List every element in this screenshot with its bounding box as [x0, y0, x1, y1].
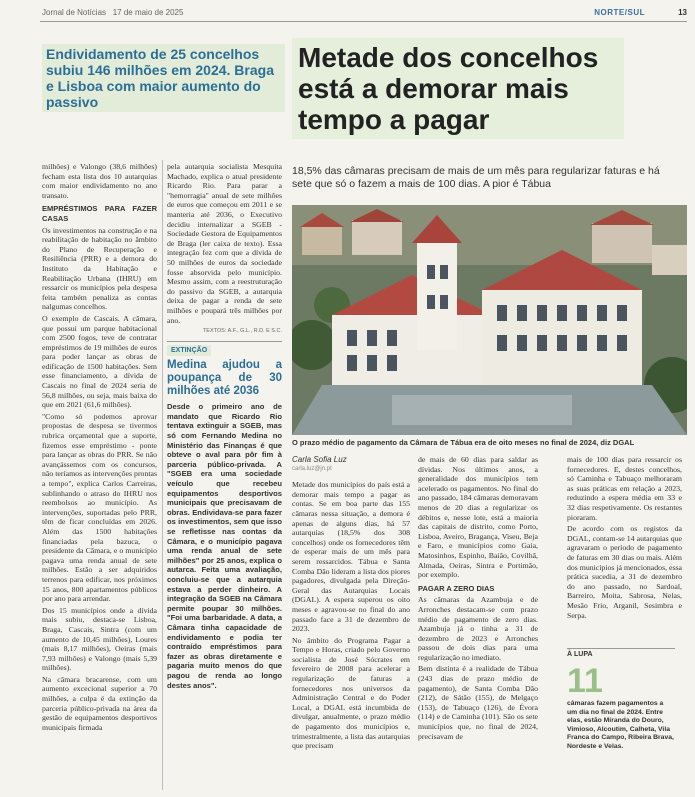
col1-paragraph: Na câmara bracarense, com um aumento excecional superior a 70 milhões, a culpa é da extinção da parceria público-privada na área da gestão de equipamentos desportivos municipais firmada: [42, 674, 157, 732]
col5-paragraph: De acordo com os registos da DGAL, contam-se 14 autarquias que agravaram o período de pagamento de faturas em 30 dias ou mais. Além dos municípios já mencionados, essa prática sucedia, a 31 de dezembro do ano passado, no Sardoal, Barreiro, Moita, Sabrosa, Nelas, Mesão Frio, Arganil, Sesimbra e Serpa.: [567, 524, 682, 620]
column-4: [418, 455, 538, 743]
headline: Metade dos concelhos está a demorar mais tempo a pagar: [292, 38, 624, 139]
col4-paragraph: de mais de 60 dias para saldar as dívidas. Nos últimos anos, a generalidade dos municípios tem acelerado os pagamentos. No final do ano passado, 184 câmaras demoravam menos de 20 dias a regularizar os débitos e, nesse lote, está a maioria das capitais de distrito, como Porto, Lisboa, Aveiro, Bragança, Viseu, Beja e Faro, e municípios como Gaia, Matosinhos, Espinho, Baião, Covilhã, Almada, Oeiras, Sintra e Portimão, por exemplo.: [418, 455, 538, 580]
page-header: [0, 6, 695, 20]
column-2: [167, 162, 282, 690]
header-rule: [40, 21, 687, 22]
col1-paragraph: O exemplo de Cascais. A câmara, que possui um parque habitacional com 2500 fogos, teve de contratar empréstimos de 19 milhões de euros para poder lançar as obras de edificação de 1500 habitações. Sem esse financiamento, a dívida de Cascais no final de 2024 seria de 56,8 milhões, ou seja, mais baixa do que em 2021 (61,6 milhões).: [42, 313, 157, 410]
section-heading-emprestimos: EMPRÉSTIMOS PARA FAZER CASAS: [42, 204, 157, 223]
column-3: [292, 455, 410, 753]
sidebar-tag: EXTINÇÃO: [167, 345, 211, 357]
issue-date: 17 de maio de 2025: [112, 8, 184, 17]
lupa-box: [567, 648, 675, 752]
lupa-number: 11: [567, 662, 603, 700]
sidebar-box: [167, 341, 282, 690]
credits: TEXTOS: A.F., G.L., R.D. E S.C.: [202, 328, 282, 335]
article-photo: [292, 205, 687, 435]
subheadline: 18,5% das câmaras precisam de mais de um mês para regularizar faturas e há sete que só o fazem a mais de 100 dias. A pior é Tábua: [292, 165, 660, 190]
col1-intro: milhões) e Valongo (38,6 milhões) fecham esta lista dos 10 autarquias com maior endividamento no ano transato.: [42, 162, 157, 200]
section-heading-zero-dias: PAGAR A ZERO DIAS: [418, 583, 495, 593]
col4-paragraph: Bem distinta é a realidade de Tábua (243 dias de prazo médio de pagamento), de Santa Comba Dão (212), de Sátão (155), de Melgaço (153), de Tabuaço (126), de Évora (114) e de Caminha (101). São os sete municípios que, no final de 2024, precisavam de: [418, 664, 538, 741]
col3-paragraph: No âmbito do Programa Pagar a Tempo e Horas, criado pelo Governo socialista de José Sócrates em fevereiro de 2008 para acelerar a regularização de faturas a fornecedores nos universos da Administração Central e do Poder Local, a DGAL está incumbida de divulgar, anualmente, o prazo médio de pagamento dos municípios e, trimestralmente, a lista das autarquias que precisam: [292, 635, 410, 751]
kicker: Endividamento de 25 concelhos subiu 146 milhões em 2024. Braga e Lisboa com maior aumento do passivo: [42, 44, 285, 112]
col2-paragraph: pela autarquia socialista Mesquita Machado, explica o atual presidente Ricardo Rio. Para parar a "hemorragia" anual de sete milhões de euros que começou em 2011 e se manteria até 2036, o Executivo decidiu internalizar a SGEB - Sociedade Gestora de Equipamentos de Braga (ler caixa de texto). Essa integração fez com que a dívida de 50 milhões de euros da sociedade fosse absorvida pelo município. Mesmo assim, com a reestruturação do passivo da SGEB, a autarquia deixa de pagar a renda de sete milhões e poupará três milhões por ano.: [167, 162, 282, 325]
byline-email: carla.luz@jn.pt: [292, 465, 332, 472]
sidebar-headline: Medina ajudou a poupança de 30 milhões até 2036: [167, 359, 282, 398]
byline: Carla Sofia Luz: [292, 455, 347, 464]
town-hall-photo-illustration: [292, 205, 687, 435]
col4-paragraph: As câmaras da Azambuja e de Arronches destacam-se com prazo médio de pagamento de zero dias. Azambuja já o tinha a 31 de dezembro de 2023 e Arronches passou de dois dias para uma regularização no imediato.: [418, 595, 538, 662]
lupa-tag: À LUPA: [567, 648, 675, 658]
column-divider: [162, 160, 163, 790]
col3-paragraph: Metade dos municípios do país está a demorar mais tempo a pagar as contas. Se em boa parte das 155 câmaras nessa situação, a demora é apenas de alguns dias, há 57 autarquias (18,5% dos 308 concelhos) onde os fornecedores têm de esperar mais de um mês para serem ressarcidos. Tábua e Santa Comba Dão lideram a lista dos piores pagadores, divulgada pela Direção-Geral das Autarquias Locais (DGAL). A espera superou os oito meses e agravou-se no final do ano passado face a 31 de dezembro de 2023.: [292, 480, 410, 634]
column-1: [42, 162, 157, 734]
page-number: 13: [678, 8, 687, 17]
col5-paragraph: mais de 100 dias para ressarcir os fornecedores. E, destes concelhos, só Caminha e Tabuaço melhoraram as suas práticas em relação a 2023, reduzindo a espera média em 33 e 32 dias respetivamente. Os restantes pioraram.: [567, 455, 682, 522]
publication-name: Jornal de Notícias: [42, 8, 107, 17]
column-5: [567, 455, 682, 622]
col1-paragraph: "Como só podemos aprovar propostas de despesa se tivermos rubrica orçamental que a suporte, fizemos esse empréstimo - ponte para lançar as obras do PRR. Se não avançássemos com os concursos, não teríamos as intervenções prontas a tempo", explica Carlos Carreiras, sublinhando o atraso do IHRU nos reembolsos ao município. As intervenções, suportadas pelo PRR, têm de ficar concluídas em 2026. Além das 1500 habitações financiadas pela bazuca, o presidente da Câmara, e o município pagava uma renda anual de sete milhões. Estão a ser adquiridos terrenos para edificar, nos próximos 15 anos, 800 apartamentos públicos por ano para arrendar.: [42, 411, 157, 604]
col1-paragraph: Os investimentos na construção e na reabilitação de habitação no âmbito do Plano de Recuperação e Resiliência (PRR) e a demora do Instituto da Habitação e Reabilitação Urbana (IHRU) em ressarcir os municípios pela despesa feita também penaliza as contas nalgumas concelhos.: [42, 225, 157, 312]
photo-caption: O prazo médio de pagamento da Câmara de Tábua era de oito meses no final de 2024, diz DGAL: [292, 438, 635, 447]
sidebar-body: Desde o primeiro ano de mandato que Ricardo Rio tentava extinguir a SGEB, mas só com Fernando Medina no Ministério das Finanças é que obteve o aval para pôr fim à parceria público-privada. A "SGEB era uma sociedade veículo que recebeu equipamentos desportivos municipais que precisavam de obras. Endividava-se para fazer os investimentos, sem que isso se refletisse nas contas da Câmara, e o município pagava uma renda anual de sete milhões" por 25 anos, explica o autarca. Feita uma avaliação, concluiu-se que a autarquia estava a perder dinheiro. A integração da SGEB na Câmara permite poupar 30 milhões. "Foi uma barbaridade. A data, a Câmara tinha capacidade de endividamento e podia ter contraído empréstimos para fazer as obras diretamente e pagaria muito menos do que pagou de renda ao longo destes anos".: [167, 402, 282, 690]
section-label: NORTE/SUL: [594, 8, 645, 17]
lupa-text: câmaras fazem pagamentos a um dia no final de 2024. Entre elas, estão Miranda do Douro, Vimioso, Alcoutim, Calheta, Vila Franca do Campo, Ribeira Brava, Nordeste e Velas.: [567, 700, 674, 750]
col1-paragraph: Dos 15 municípios onde a dívida mais subiu, destaca-se Lisboa, Braga, Cascais, Sintra (com um aumento de 10,45 milhões), Loures (mais 8,17 milhões), Oeiras (mais 7,93 milhões) e Valongo (mais 5,39 milhões).: [42, 605, 157, 673]
